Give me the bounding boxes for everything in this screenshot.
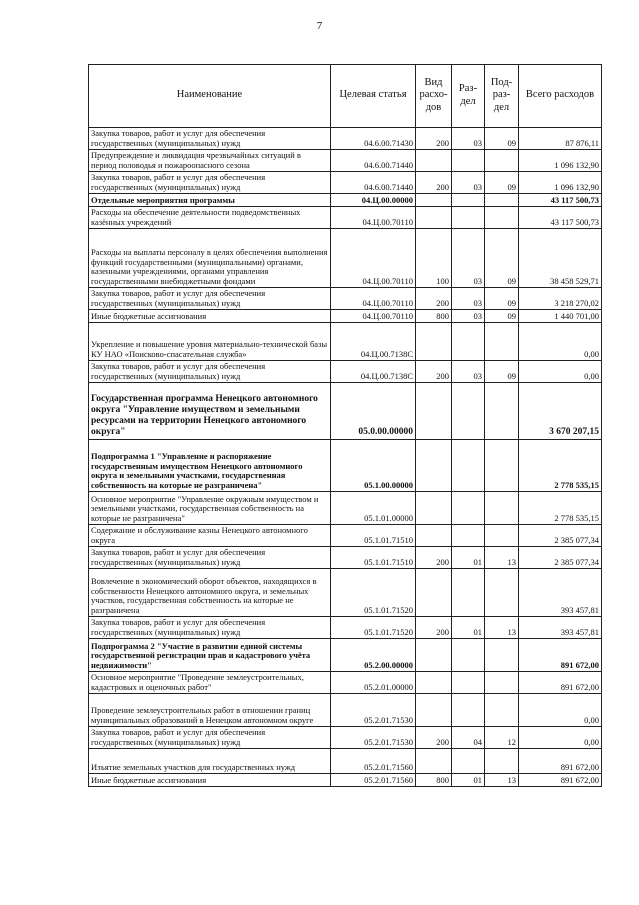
row-subsection: 13 <box>485 774 519 787</box>
row-expense-type <box>416 525 452 547</box>
row-section <box>452 492 485 525</box>
table-row <box>89 229 602 288</box>
row-expense-type <box>416 194 452 207</box>
table-row <box>89 361 602 383</box>
table-header-row <box>89 65 602 128</box>
row-section <box>452 569 485 617</box>
row-section: 03 <box>452 229 485 288</box>
row-total: 1 096 132,90 <box>519 150 602 172</box>
row-subsection <box>485 207 519 229</box>
row-name: Закупка товаров, работ и услуг для обеспечения государственных (муниципальных) нужд <box>89 547 331 569</box>
row-total: 891 672,00 <box>519 672 602 694</box>
row-expense-type: 200 <box>416 172 452 194</box>
row-section: 01 <box>452 617 485 639</box>
row-subsection <box>485 194 519 207</box>
row-target-article: 04.Ц.00.70110 <box>331 288 416 310</box>
row-section <box>452 194 485 207</box>
row-target-article: 05.2.01.71560 <box>331 749 416 774</box>
row-section <box>452 383 485 440</box>
table-row <box>89 194 602 207</box>
row-expense-type <box>416 639 452 672</box>
row-name: Государственная программа Ненецкого автономного округа "Управление имуществом и земельными ресурсами на территории Ненецкого автономного округа" <box>89 383 331 440</box>
row-target-article: 04.Ц.00.70110 <box>331 310 416 323</box>
row-total: 87 876,11 <box>519 128 602 150</box>
row-name: Закупка товаров, работ и услуг для обеспечения государственных (муниципальных) нужд <box>89 361 331 383</box>
row-target-article: 05.1.00.00000 <box>331 440 416 492</box>
row-subsection <box>485 525 519 547</box>
budget-table <box>88 64 602 787</box>
row-name: Расходы на обеспечение деятельности подведомственных казённых учреждений <box>89 207 331 229</box>
table-row <box>89 639 602 672</box>
row-name: Иные бюджетные ассигнования <box>89 774 331 787</box>
row-expense-type: 100 <box>416 229 452 288</box>
row-subsection <box>485 323 519 361</box>
row-subsection <box>485 672 519 694</box>
row-total: 891 672,00 <box>519 639 602 672</box>
row-target-article: 04.6.00.71440 <box>331 150 416 172</box>
row-expense-type <box>416 492 452 525</box>
row-target-article: 04.Ц.00.7138С <box>331 323 416 361</box>
table-row <box>89 672 602 694</box>
row-section: 03 <box>452 172 485 194</box>
row-total: 2 778 535,15 <box>519 492 602 525</box>
table-row <box>89 207 602 229</box>
row-total: 0,00 <box>519 323 602 361</box>
row-subsection: 09 <box>485 361 519 383</box>
row-subsection <box>485 440 519 492</box>
row-expense-type <box>416 150 452 172</box>
row-target-article: 05.2.01.71530 <box>331 694 416 727</box>
header-target-article: Целевая статья <box>331 65 416 128</box>
row-section: 01 <box>452 774 485 787</box>
row-name: Закупка товаров, работ и услуг для обеспечения государственных (муниципальных) нужд <box>89 288 331 310</box>
row-target-article: 05.2.01.71560 <box>331 774 416 787</box>
table-row <box>89 288 602 310</box>
row-target-article: 04.Ц.00.70110 <box>331 229 416 288</box>
row-section <box>452 672 485 694</box>
row-expense-type: 200 <box>416 617 452 639</box>
table-row <box>89 440 602 492</box>
row-total: 3 670 207,15 <box>519 383 602 440</box>
table-row <box>89 150 602 172</box>
row-total: 38 458 529,71 <box>519 229 602 288</box>
row-name: Иные бюджетные ассигнования <box>89 310 331 323</box>
row-target-article: 04.6.00.71430 <box>331 128 416 150</box>
row-total: 2 778 535,15 <box>519 440 602 492</box>
table-row <box>89 727 602 749</box>
row-subsection: 12 <box>485 727 519 749</box>
row-expense-type <box>416 383 452 440</box>
row-subsection: 09 <box>485 288 519 310</box>
row-total: 891 672,00 <box>519 749 602 774</box>
row-target-article: 05.0.00.00000 <box>331 383 416 440</box>
row-subsection: 09 <box>485 172 519 194</box>
row-total: 2 385 077,34 <box>519 525 602 547</box>
row-section <box>452 323 485 361</box>
header-expense-type: Вид расхо-дов <box>416 65 452 128</box>
table-row <box>89 172 602 194</box>
row-name: Подпрограмма 1 "Управление и распоряжение государственным имуществом Ненецкого автономного округа и земельными участками, государственная собственность на которые не разграничена" <box>89 440 331 492</box>
row-total: 43 117 500,73 <box>519 194 602 207</box>
row-total: 0,00 <box>519 361 602 383</box>
table-row <box>89 525 602 547</box>
row-name: Подпрограмма 2 "Участие в развитии единой системы государственной регистрации прав и кадастрового учёта недвижимости" <box>89 639 331 672</box>
row-target-article: 04.Ц.00.70110 <box>331 207 416 229</box>
row-subsection <box>485 569 519 617</box>
row-subsection: 09 <box>485 229 519 288</box>
row-target-article: 05.1.01.71510 <box>331 525 416 547</box>
row-target-article: 05.1.01.71520 <box>331 569 416 617</box>
row-expense-type: 200 <box>416 288 452 310</box>
row-expense-type: 200 <box>416 547 452 569</box>
row-section: 04 <box>452 727 485 749</box>
row-name: Закупка товаров, работ и услуг для обеспечения государственных (муниципальных) нужд <box>89 172 331 194</box>
row-section <box>452 150 485 172</box>
row-name: Основное мероприятие "Проведение землеустроительных, кадастровых и оценочных работ" <box>89 672 331 694</box>
row-name: Закупка товаров, работ и услуг для обеспечения государственных (муниципальных) нужд <box>89 128 331 150</box>
header-subsection: Под-раз-дел <box>485 65 519 128</box>
header-section: Раз-дел <box>452 65 485 128</box>
row-subsection <box>485 492 519 525</box>
row-target-article: 05.1.01.00000 <box>331 492 416 525</box>
row-total: 1 440 701,00 <box>519 310 602 323</box>
row-section <box>452 440 485 492</box>
table-row <box>89 569 602 617</box>
table-row <box>89 694 602 727</box>
row-name: Проведение землеустроительных работ в отношении границ муниципальных образований в Ненецком автономном округе <box>89 694 331 727</box>
row-target-article: 05.1.01.71510 <box>331 547 416 569</box>
table-row <box>89 749 602 774</box>
row-target-article: 05.2.01.71530 <box>331 727 416 749</box>
row-section <box>452 694 485 727</box>
row-expense-type <box>416 672 452 694</box>
row-subsection <box>485 150 519 172</box>
table-row <box>89 492 602 525</box>
row-expense-type: 200 <box>416 128 452 150</box>
row-name: Содержание и обслуживание казны Ненецкого автономного округа <box>89 525 331 547</box>
row-total: 1 096 132,90 <box>519 172 602 194</box>
row-expense-type: 800 <box>416 774 452 787</box>
row-name: Вовлечение в экономический оборот объектов, находящихся в собственности Ненецкого автономного округа, и земельных участков, государственная собственность на которые не разграничена <box>89 569 331 617</box>
row-name: Расходы на выплаты персоналу в целях обеспечения выполнения функций государственными (муниципальными) органами, казенными учреждениями, органами управления государственными внебюджетными фондами <box>89 229 331 288</box>
row-section: 01 <box>452 547 485 569</box>
table-row <box>89 617 602 639</box>
row-total: 393 457,81 <box>519 617 602 639</box>
table-row <box>89 128 602 150</box>
row-name: Закупка товаров, работ и услуг для обеспечения государственных (муниципальных) нужд <box>89 617 331 639</box>
row-name: Предупреждение и ликвидация чрезвычайных ситуаций в период половодья и пожароопасного сезона <box>89 150 331 172</box>
table-row <box>89 774 602 787</box>
row-expense-type <box>416 323 452 361</box>
row-total: 0,00 <box>519 727 602 749</box>
row-name: Отдельные мероприятия программы <box>89 194 331 207</box>
row-section: 03 <box>452 288 485 310</box>
table-row <box>89 323 602 361</box>
row-expense-type <box>416 694 452 727</box>
row-expense-type <box>416 207 452 229</box>
row-total: 43 117 500,73 <box>519 207 602 229</box>
row-expense-type: 800 <box>416 310 452 323</box>
row-subsection: 13 <box>485 547 519 569</box>
row-subsection <box>485 383 519 440</box>
header-total: Всего расходов <box>519 65 602 128</box>
row-target-article: 05.2.01.00000 <box>331 672 416 694</box>
row-total: 2 385 077,34 <box>519 547 602 569</box>
row-subsection <box>485 694 519 727</box>
row-expense-type <box>416 440 452 492</box>
row-section <box>452 749 485 774</box>
row-name: Укрепление и повышение уровня материально-технической базы КУ НАО «Поисково-спасательная служба» <box>89 323 331 361</box>
table-row <box>89 383 602 440</box>
row-target-article: 04.6.00.71440 <box>331 172 416 194</box>
table-row <box>89 547 602 569</box>
row-expense-type: 200 <box>416 727 452 749</box>
row-total: 0,00 <box>519 694 602 727</box>
row-target-article: 05.2.00.00000 <box>331 639 416 672</box>
row-subsection <box>485 749 519 774</box>
row-name: Изъятие земельных участков для государственных нужд <box>89 749 331 774</box>
row-section <box>452 639 485 672</box>
row-total: 3 218 270,02 <box>519 288 602 310</box>
row-total: 393 457,81 <box>519 569 602 617</box>
row-name: Закупка товаров, работ и услуг для обеспечения государственных (муниципальных) нужд <box>89 727 331 749</box>
row-expense-type <box>416 749 452 774</box>
row-target-article: 04.Ц.00.00000 <box>331 194 416 207</box>
page-number: 7 <box>316 20 323 32</box>
row-subsection: 09 <box>485 128 519 150</box>
row-section: 03 <box>452 310 485 323</box>
table-row <box>89 310 602 323</box>
row-total: 891 672,00 <box>519 774 602 787</box>
row-target-article: 04.Ц.00.7138С <box>331 361 416 383</box>
row-section <box>452 525 485 547</box>
row-section <box>452 207 485 229</box>
row-subsection <box>485 639 519 672</box>
row-section: 03 <box>452 361 485 383</box>
row-expense-type: 200 <box>416 361 452 383</box>
header-name: Наименование <box>89 65 331 128</box>
row-name: Основное мероприятие "Управление окружным имуществом и земельными участками, государственная собственность на которые не разграничена" <box>89 492 331 525</box>
row-subsection: 09 <box>485 310 519 323</box>
row-expense-type <box>416 569 452 617</box>
row-target-article: 05.1.01.71520 <box>331 617 416 639</box>
row-subsection: 13 <box>485 617 519 639</box>
row-section: 03 <box>452 128 485 150</box>
